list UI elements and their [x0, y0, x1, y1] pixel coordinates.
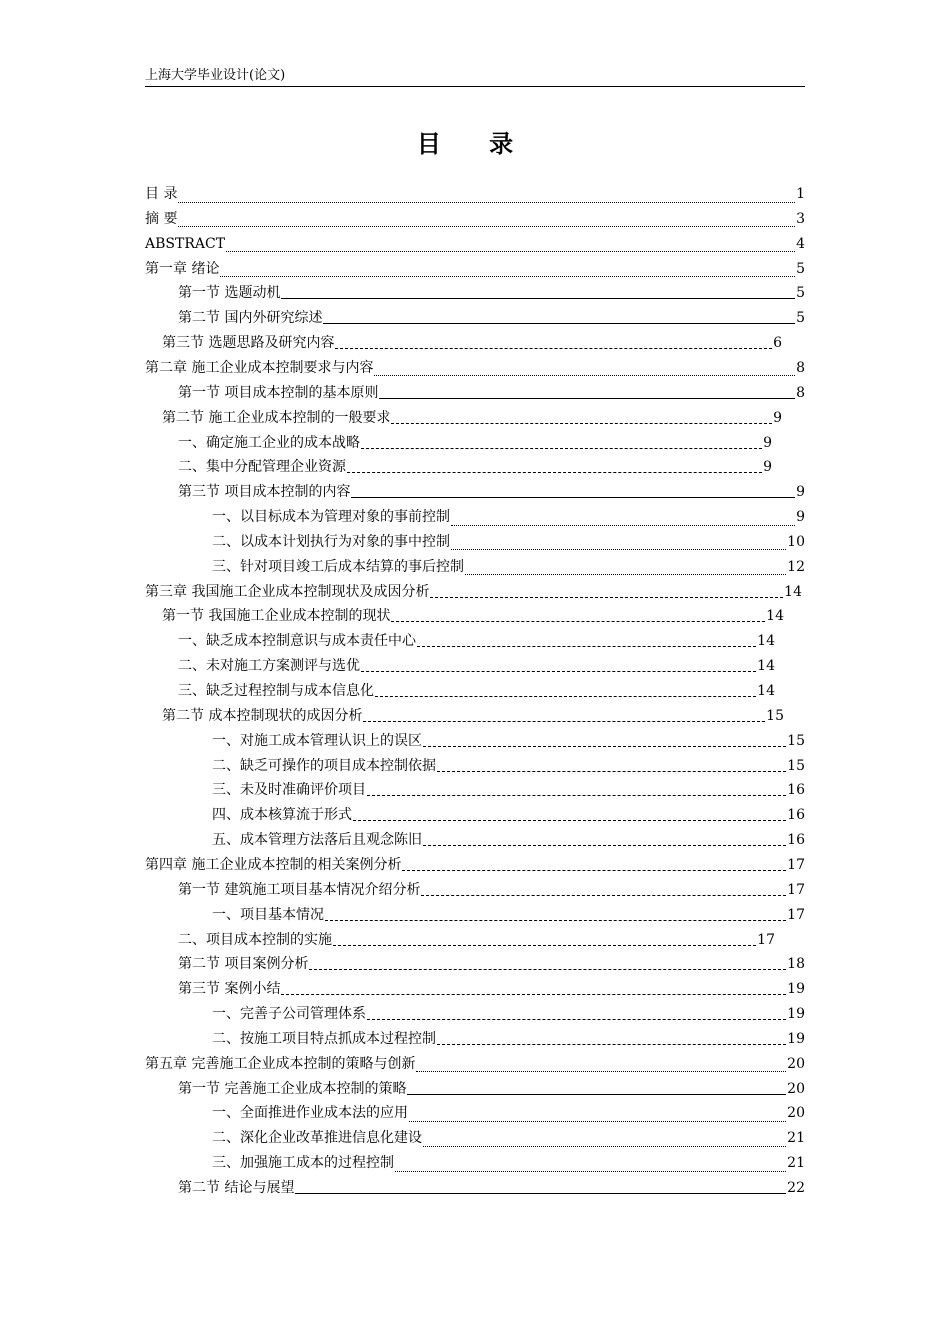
toc-leader	[391, 412, 772, 424]
toc-entry-page: 19	[787, 1030, 805, 1047]
toc-entry-page: 12	[787, 558, 805, 575]
toc-entry-title: 三、未及时准确评价项目	[212, 782, 366, 799]
toc-entry-page: 5	[796, 310, 805, 327]
toc-entry-title: 二、深化企业改革推进信息化建设	[212, 1130, 422, 1147]
toc-leader	[178, 212, 795, 227]
toc-leader	[407, 1083, 786, 1095]
toc-leader	[416, 1057, 786, 1072]
toc-entry-page: 14	[766, 608, 784, 625]
toc-entry[interactable]	[145, 207, 805, 231]
toc-entry[interactable]	[178, 654, 775, 678]
toc-entry-title: 二、缺乏可操作的项目成本控制依据	[212, 757, 436, 774]
toc-leader	[325, 909, 786, 921]
toc-entry[interactable]	[145, 356, 805, 380]
toc-entry[interactable]	[162, 331, 782, 355]
toc-entry[interactable]	[212, 505, 805, 529]
toc-entry[interactable]	[145, 232, 805, 256]
toc-entry-title: 二、按施工项目特点抓成本过程控制	[212, 1030, 436, 1047]
toc-entry-page: 15	[787, 757, 805, 774]
toc-entry-title: 第二节 国内外研究综述	[178, 310, 323, 327]
toc-entry[interactable]	[212, 754, 805, 778]
toc-entry-title: 第四章 施工企业成本控制的相关案例分析	[145, 856, 402, 873]
toc-leader	[333, 934, 756, 946]
toc-leader	[363, 710, 765, 722]
toc-entry-title: 第二节 结论与展望	[178, 1180, 295, 1196]
toc-leader	[323, 312, 795, 324]
toc-entry[interactable]	[212, 1101, 805, 1125]
toc-entry-title: 第一节 我国施工企业成本控制的现状	[162, 608, 391, 625]
toc-leader	[353, 809, 786, 821]
toc-entry[interactable]	[178, 679, 775, 703]
toc-entry[interactable]	[212, 530, 805, 554]
toc-entry-page: 5	[796, 260, 805, 277]
toc-entry-title: 第一节 项目成本控制的基本原则	[178, 384, 379, 401]
toc-entry-page: 21	[787, 1130, 805, 1147]
toc-entry-title: 一、以目标成本为管理对象的事前控制	[212, 509, 450, 526]
header-text: 上海大学毕业设计(论文)	[145, 68, 286, 83]
toc-entry-title: 二、项目成本控制的实施	[178, 931, 332, 948]
toc-leader	[451, 511, 795, 526]
toc-leader	[335, 337, 772, 349]
toc-entry[interactable]	[178, 381, 805, 405]
toc-entry-title: 二、集中分配管理企业资源	[178, 459, 346, 476]
toc-entry-title: 第二章 施工企业成本控制要求与内容	[145, 359, 374, 376]
toc-entry[interactable]	[178, 928, 775, 952]
toc-entry[interactable]	[178, 977, 805, 1001]
toc-entry-page: 21	[787, 1155, 805, 1172]
toc-entry-page: 16	[787, 807, 805, 824]
toc-leader	[351, 486, 795, 498]
toc-entry[interactable]	[212, 803, 805, 827]
toc-leader	[361, 660, 756, 672]
toc-leader	[226, 237, 795, 252]
toc-leader	[437, 1033, 786, 1045]
toc-leader	[281, 983, 786, 995]
toc-entry-page: 1	[796, 186, 805, 202]
toc-leader	[391, 610, 765, 622]
toc-entry-title: 第一章 绪论	[145, 260, 220, 277]
toc-entry-title: 四、成本核算流于形式	[212, 807, 352, 824]
toc-entry-page: 9	[763, 434, 772, 451]
toc-leader	[402, 859, 786, 871]
toc-entry[interactable]	[178, 1077, 805, 1101]
toc-entry[interactable]	[212, 1002, 805, 1026]
toc-leader	[281, 287, 795, 299]
toc-leader	[465, 560, 786, 575]
toc-leader	[367, 1008, 786, 1020]
toc-entry-title: 二、未对施工方案测评与选优	[178, 658, 360, 675]
toc-entry-title: 一、缺乏成本控制意识与成本责任中心	[178, 633, 416, 650]
toc-leader	[178, 188, 795, 203]
toc-entry[interactable]	[145, 257, 805, 281]
toc-entry-title: 第五章 完善施工企业成本控制的策略与创新	[145, 1055, 416, 1072]
toc-entry-title: 第二节 项目案例分析	[178, 956, 309, 973]
toc-entry-page: 20	[787, 1055, 805, 1072]
toc-entry-page: 8	[796, 359, 805, 376]
toc-entry-title: 第一节 选题动机	[178, 285, 281, 302]
toc-leader	[379, 387, 795, 399]
toc-entry-page: 8	[796, 384, 805, 401]
toc-leader	[430, 586, 783, 598]
toc-entry-page: 18	[787, 956, 805, 973]
toc-entry-title: 一、全面推进作业成本法的应用	[212, 1105, 408, 1122]
toc-entry-title: 一、完善子公司管理体系	[212, 1006, 366, 1023]
toc-entry[interactable]	[212, 555, 805, 579]
toc-entry[interactable]	[162, 704, 784, 728]
toc-entry-page: 17	[787, 906, 805, 923]
toc-entry-title: 五、成本管理方法落后且观念陈旧	[212, 832, 422, 849]
toc-entry[interactable]	[162, 604, 784, 628]
toc-entry-title: 第三节 案例小结	[178, 981, 281, 998]
toc-entry[interactable]	[212, 1027, 805, 1051]
toc-entry[interactable]	[212, 828, 805, 852]
toc-entry[interactable]	[212, 1126, 805, 1150]
toc-leader	[423, 834, 786, 846]
toc-leader	[417, 635, 756, 647]
page-header	[145, 68, 805, 87]
toc-entry-page: 9	[763, 459, 772, 476]
toc-entry[interactable]	[178, 629, 775, 653]
toc-leader	[220, 262, 795, 277]
toc-entry-title: 第三章 我国施工企业成本控制现状及成因分析	[145, 583, 430, 600]
toc-entry-page: 4	[796, 235, 805, 252]
toc-entry-page: 14	[784, 583, 802, 600]
toc-entry-page: 15	[766, 707, 784, 724]
toc-entry-title: ABSTRACT	[145, 235, 226, 252]
toc-entry-page: 16	[787, 782, 805, 799]
page-title: 目 录	[416, 130, 534, 158]
toc-entry-title: 第三节 项目成本控制的内容	[178, 484, 351, 501]
toc-entry[interactable]	[212, 729, 805, 753]
toc-entry[interactable]	[145, 580, 802, 604]
toc-entry[interactable]	[212, 903, 805, 927]
toc-leader	[295, 1182, 786, 1194]
toc-entry-title: 三、缺乏过程控制与成本信息化	[178, 683, 374, 699]
toc-leader	[374, 361, 795, 376]
toc-entry-title: 第一节 完善施工企业成本控制的策略	[178, 1080, 407, 1097]
toc-entry-page: 20	[787, 1080, 805, 1097]
toc-entry-title: 第二节 成本控制现状的成因分析	[162, 707, 363, 724]
toc-leader	[375, 685, 756, 697]
toc-entry-title: 一、对施工成本管理认识上的误区	[212, 732, 422, 749]
toc-entry-page: 22	[787, 1180, 805, 1196]
toc-leader	[451, 535, 786, 550]
toc-entry-title: 第二节 施工企业成本控制的一般要求	[162, 409, 391, 426]
toc-entry-page: 19	[787, 981, 805, 998]
toc-entry-title: 二、以成本计划执行为对象的事中控制	[212, 533, 450, 550]
toc-entry-page: 6	[773, 335, 782, 352]
toc-entry-title: 三、加强施工成本的过程控制	[212, 1155, 394, 1172]
toc-entry[interactable]	[212, 1151, 805, 1175]
toc-entry-page: 19	[787, 1006, 805, 1023]
toc-entry[interactable]	[145, 853, 805, 877]
toc-entry-page: 9	[796, 509, 805, 526]
toc-entry-page: 14	[757, 633, 775, 650]
toc-entry-title: 第三节 选题思路及研究内容	[162, 335, 335, 352]
toc-entry[interactable]	[212, 778, 805, 802]
toc-entry-page: 9	[796, 484, 805, 501]
toc-leader	[409, 1107, 786, 1122]
toc-entry[interactable]	[178, 306, 805, 330]
toc-leader	[395, 1157, 786, 1172]
toc-entry-page: 5	[796, 285, 805, 302]
toc-entry-page: 10	[787, 533, 805, 550]
toc-entry-title: 三、针对项目竣工后成本结算的事后控制	[212, 558, 464, 575]
toc-leader	[309, 958, 786, 970]
toc-entry-title: 一、确定施工企业的成本战略	[178, 434, 360, 451]
toc-leader	[437, 760, 786, 772]
toc-entry-page: 17	[787, 856, 805, 873]
toc-entry-page: 16	[787, 832, 805, 849]
toc-entry-page: 3	[796, 210, 805, 227]
toc-entry[interactable]	[178, 281, 805, 305]
toc-entry[interactable]	[178, 455, 772, 479]
toc-entry-page: 15	[787, 732, 805, 749]
toc-entry-title: 摘 要	[145, 210, 178, 227]
toc-entry-title: 一、项目基本情况	[212, 906, 324, 923]
toc-leader	[361, 437, 762, 449]
toc-entry[interactable]	[178, 1176, 805, 1200]
toc-entry[interactable]	[178, 480, 805, 504]
toc-leader	[367, 784, 786, 796]
toc-leader	[421, 884, 786, 896]
toc-entry[interactable]	[178, 952, 805, 976]
toc-entry-page: 20	[787, 1105, 805, 1122]
toc-entry-page: 14	[757, 683, 775, 699]
toc-entry-page: 9	[773, 409, 782, 426]
toc-entry-page: 14	[757, 658, 775, 675]
toc-entry[interactable]	[162, 406, 782, 430]
toc-leader	[423, 735, 786, 747]
toc-entry-page: 17	[787, 881, 805, 898]
toc-entry-page: 17	[757, 931, 775, 948]
toc-entry[interactable]	[178, 431, 772, 455]
toc-entry-title: 目 录	[145, 186, 178, 202]
toc-entry[interactable]	[145, 182, 805, 206]
toc-entry[interactable]	[178, 878, 805, 902]
toc-entry[interactable]	[145, 1052, 805, 1076]
toc-leader	[423, 1132, 786, 1147]
toc-leader	[347, 461, 762, 473]
toc-entry-title: 第一节 建筑施工项目基本情况介绍分析	[178, 881, 421, 898]
